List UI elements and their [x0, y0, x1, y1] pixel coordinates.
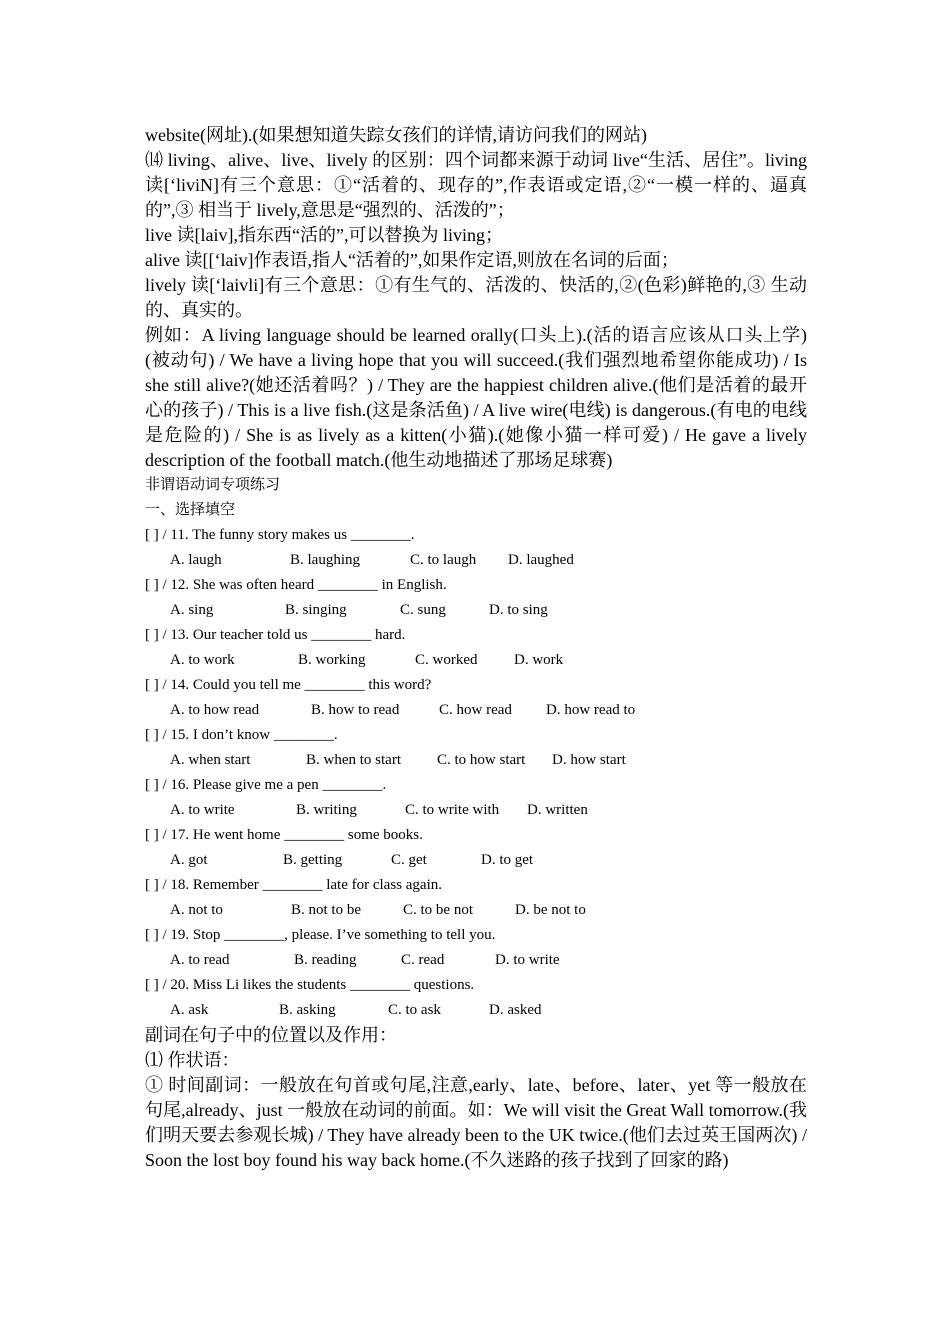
paragraph-time-adverb: ① 时间副词：一般放在句首或句尾,注意,early、late、before、later、yet 等一般放在句尾,already、just 一般放在动词的前面。如：We will visit the Great Wall tomorrow.(我们明天要去参观长城) / They have already been to the UK twice.(他们去过英王国两次) / Soon the lost boy found his way back home.(不久迷路的孩子找到了回家的路)	[145, 1075, 807, 1170]
option: A. ask	[170, 1002, 209, 1018]
question-options	[145, 548, 807, 573]
paragraph-adverbial: ⑴ 作状语：	[145, 1050, 240, 1070]
question-text: [ ] / 18. Remember ________ late for class again.	[145, 877, 442, 893]
option: C. to how start	[437, 752, 526, 768]
option: B. getting	[283, 852, 343, 868]
option: D. how read to	[546, 702, 636, 718]
option: A. to write	[170, 802, 235, 818]
option: C. how read	[439, 702, 512, 718]
option: B. asking	[279, 1002, 336, 1018]
option: A. got	[170, 852, 208, 868]
paragraph-examples: 例如：A living language should be learned orally(口头上).(活的语言应该从口头上学)(被动句) / We have a living hope that you will succeed.(我们强烈地希望你能成功) / Is she still alive?(她还活着吗？) / They are the happiest children alive.(他们是活着的最开心的孩子) / This is a live fish.(这是条活鱼) / A live wire(电线) is dangerous.(有电的电线是危险的) / She is as lively as a kitten(小猫).(她像小猫一样可爱) / He gave a lively description of the football match.(他生动地描述了那场足球赛)	[145, 325, 807, 470]
question-text: [ ] / 19. Stop ________, please. I’ve something to tell you.	[145, 927, 496, 943]
option: D. to sing	[489, 602, 548, 618]
question-text: [ ] / 16. Please give me a pen ________.	[145, 777, 387, 793]
question-options	[145, 948, 807, 973]
option: C. read	[401, 952, 445, 968]
option: B. reading	[294, 952, 357, 968]
question-text: [ ] / 12. She was often heard ________ in English.	[145, 577, 447, 593]
paragraph-living-intro: ⒁ living、alive、live、lively 的区别：四个词都来源于动词 live“生活、居住”。living 读[‘liviN]有三个意思：①“活着的、现存的”,作表语或定语,②“一模一样的、逼真的”,③ 相当于 lively,意思是“强烈的、活泼的”；	[145, 150, 807, 220]
question-list	[145, 523, 807, 1023]
exercise-title: 非谓语动词专项练习	[145, 477, 281, 493]
option: C. to be not	[403, 902, 473, 918]
paragraph-adverb-position: 副词在句子中的位置以及作用：	[145, 1025, 397, 1045]
option: A. to how read	[170, 702, 260, 718]
question-options	[145, 898, 807, 923]
option: A. to work	[170, 652, 235, 668]
option: D. written	[527, 802, 588, 818]
question-options	[145, 598, 807, 623]
option: B. when to start	[306, 752, 401, 768]
option: C. get	[391, 852, 427, 868]
option: C. to ask	[388, 1002, 441, 1018]
paragraph-website: website(网址).(如果想知道失踪女孩们的详情,请访问我们的网站)	[145, 125, 647, 145]
option: A. not to	[170, 902, 223, 918]
paragraph-lively: lively 读[‘laivli]有三个意思：①有生气的、活泼的、快活的,②(色彩)鲜艳的,③ 生动的、真实的。	[145, 275, 807, 320]
paragraph-alive: alive 读[[‘laiv]作表语,指人“活着的”,如果作定语,则放在名词的后面；	[145, 250, 679, 270]
question-text: [ ] / 15. I don’t know ________.	[145, 727, 338, 743]
question-text: [ ] / 20. Miss Li likes the students ________ questions.	[145, 977, 475, 993]
option: D. work	[514, 652, 564, 668]
question-text: [ ] / 14. Could you tell me ________ this word?	[145, 677, 432, 693]
section-title: 一、选择填空	[145, 502, 236, 518]
option: A. laugh	[170, 552, 222, 568]
option: D. to write	[495, 952, 560, 968]
paragraph-live: live 读[laiv],指东西“活的”,可以替换为 living；	[145, 225, 503, 245]
option: D. asked	[489, 1002, 542, 1018]
option: C. to write with	[405, 802, 500, 818]
option: B. how to read	[311, 702, 400, 718]
document-page	[145, 123, 807, 1173]
question-options	[145, 998, 807, 1023]
question-options	[145, 798, 807, 823]
option: D. be not to	[515, 902, 586, 918]
option: B. singing	[285, 602, 347, 618]
option: D. laughed	[508, 552, 574, 568]
option: B. laughing	[290, 552, 360, 568]
question-options	[145, 848, 807, 873]
option: C. worked	[415, 652, 478, 668]
option: D. how start	[552, 752, 626, 768]
option: C. to laugh	[410, 552, 477, 568]
question-text: [ ] / 13. Our teacher told us ________ hard.	[145, 627, 406, 643]
option: C. sung	[400, 602, 446, 618]
question-options	[145, 648, 807, 673]
question-text: [ ] / 11. The funny story makes us ________.	[145, 527, 415, 543]
option: A. sing	[170, 602, 214, 618]
option: B. not to be	[291, 902, 361, 918]
option: A. to read	[170, 952, 230, 968]
question-text: [ ] / 17. He went home ________ some books.	[145, 827, 423, 843]
option: B. writing	[296, 802, 357, 818]
option: A. when start	[170, 752, 251, 768]
question-options	[145, 698, 807, 723]
question-options	[145, 748, 807, 773]
option: D. to get	[481, 852, 534, 868]
option: B. working	[298, 652, 366, 668]
